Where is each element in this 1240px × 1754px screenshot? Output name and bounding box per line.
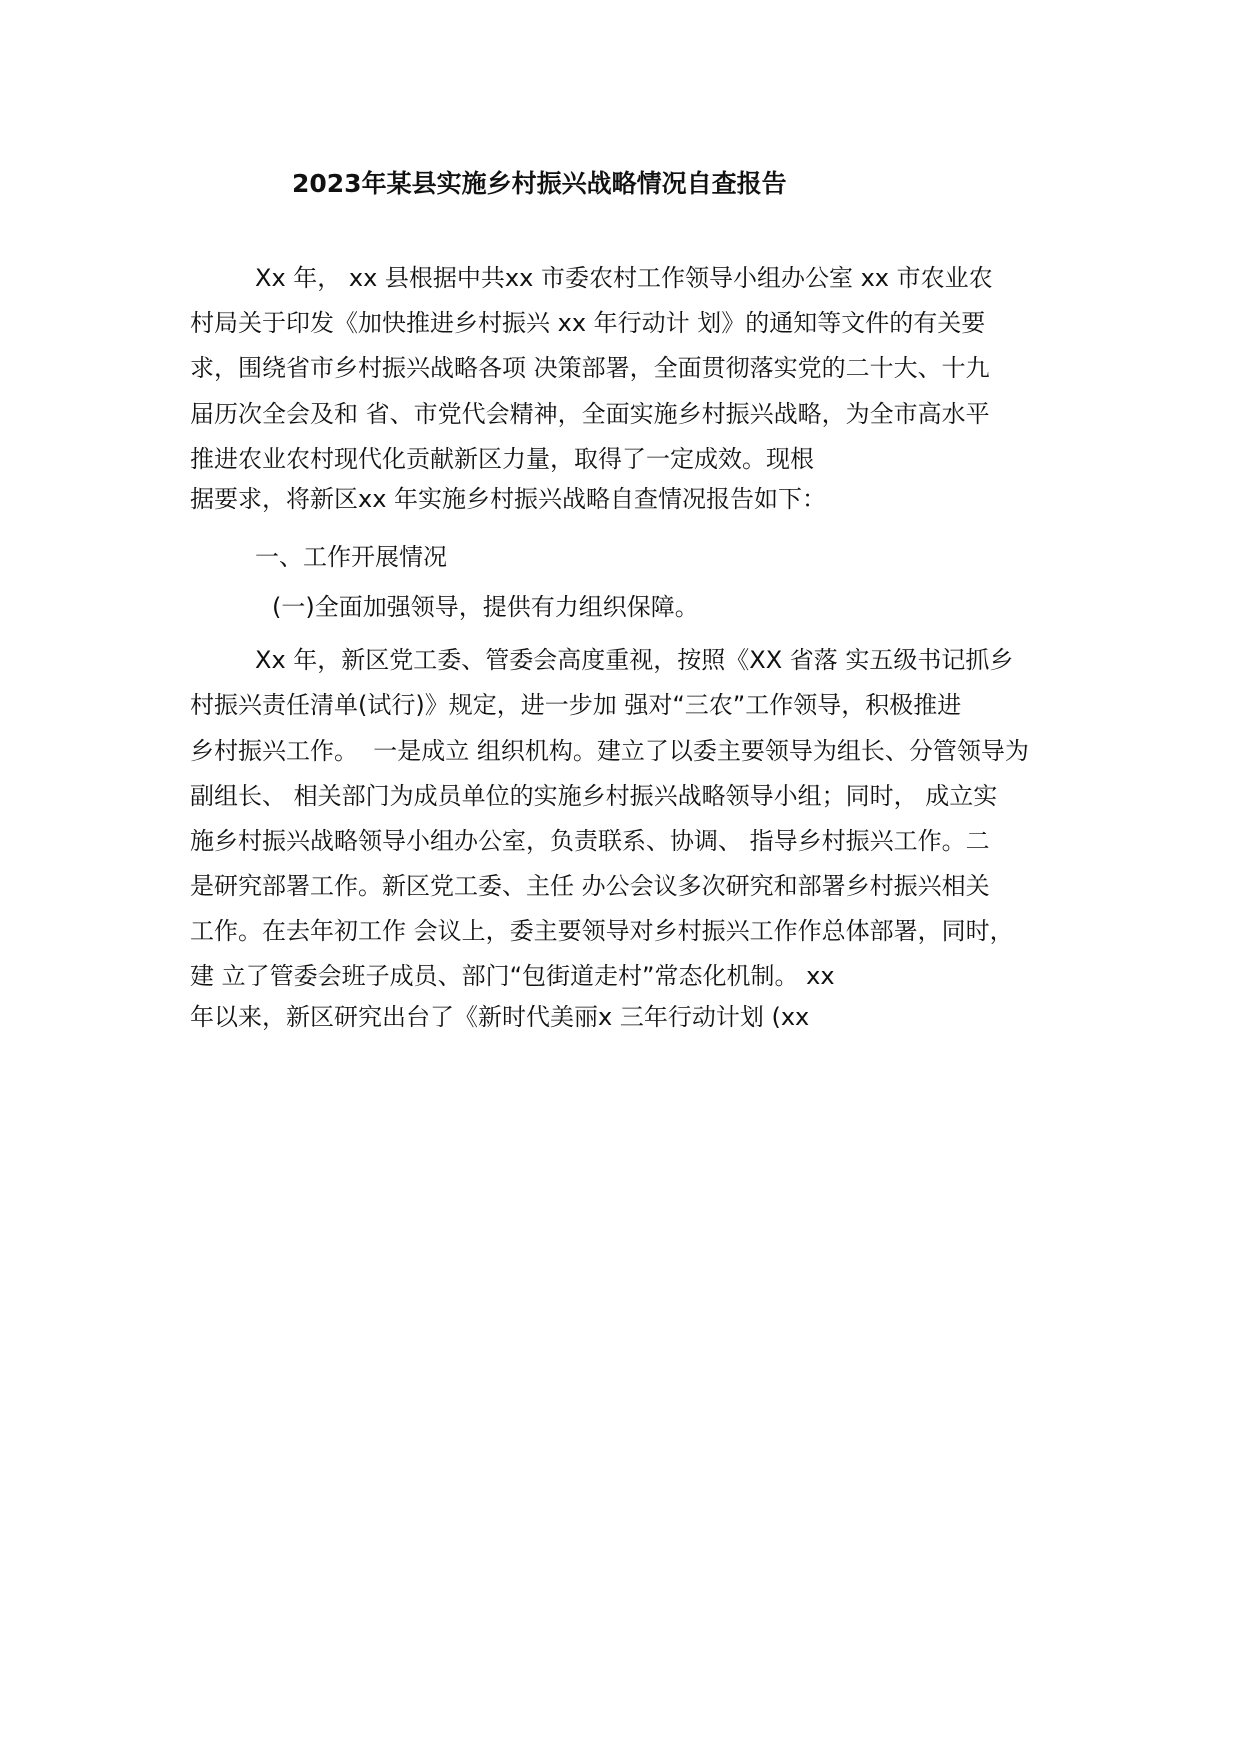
section-heading: 一、工作开展情况 xyxy=(255,543,447,571)
intro-line-2: 村局关于印发《加快推进乡村振兴 xx 年行动计 划》的通知等文件的有关要 xyxy=(190,309,986,337)
body-line-1: Xx 年，新区党工委、管委会高度重视，按照《XX 省落 实五级书记抓乡 xyxy=(255,646,1014,674)
intro-line-4: 届历次全会及和 省、市党代会精神，全面实施乡村振兴战略，为全市高水平 xyxy=(190,400,990,428)
body-line-7: 工作。在去年初工作 会议上，委主要领导对乡村振兴工作作总体部署，同时， xyxy=(190,917,1014,945)
body-line-2: 村振兴责任清单(试行)》规定，进一步加 强对“三农”工作领导，积极推进 xyxy=(190,691,962,719)
body-line-6: 是研究部署工作。新区党工委、主任 办公会议多次研究和部署乡村振兴相关 xyxy=(190,872,990,900)
intro-line-6: 据要求，将新区xx 年实施乡村振兴战略自查情况报告如下： xyxy=(190,485,827,513)
intro-line-1: Xx 年， xx 县根据中共xx 市委农村工作领导小组办公室 xx 市农业农 xyxy=(255,264,993,292)
intro-line-5: 推进农业农村现代化贡献新区力量，取得了一定成效。现根 xyxy=(190,445,814,473)
subsection-heading: (一)全面加强领导，提供有力组织保障。 xyxy=(272,593,699,621)
intro-line-3: 求，围绕省市乡村振兴战略各项 决策部署，全面贯彻落实党的二十大、十九 xyxy=(190,354,990,382)
body-line-5: 施乡村振兴战略领导小组办公室，负责联系、协调、 指导乡村振兴工作。二 xyxy=(190,827,990,855)
body-line-3: 乡村振兴工作。 一是成立 组织机构。建立了以委主要领导为组长、分管领导为 xyxy=(190,737,1029,765)
document-title: 2023年某县实施乡村振兴战略情况自查报告 xyxy=(292,169,787,198)
body-line-4: 副组长、 相关部门为成员单位的实施乡村振兴战略领导小组；同时， 成立实 xyxy=(190,782,998,810)
body-line-8: 建 立了管委会班子成员、部门“包街道走村”常态化机制。 xx xyxy=(190,962,835,990)
body-line-9: 年以来，新区研究出台了《新时代美丽x 三年行动计划 (xx xyxy=(190,1003,810,1031)
